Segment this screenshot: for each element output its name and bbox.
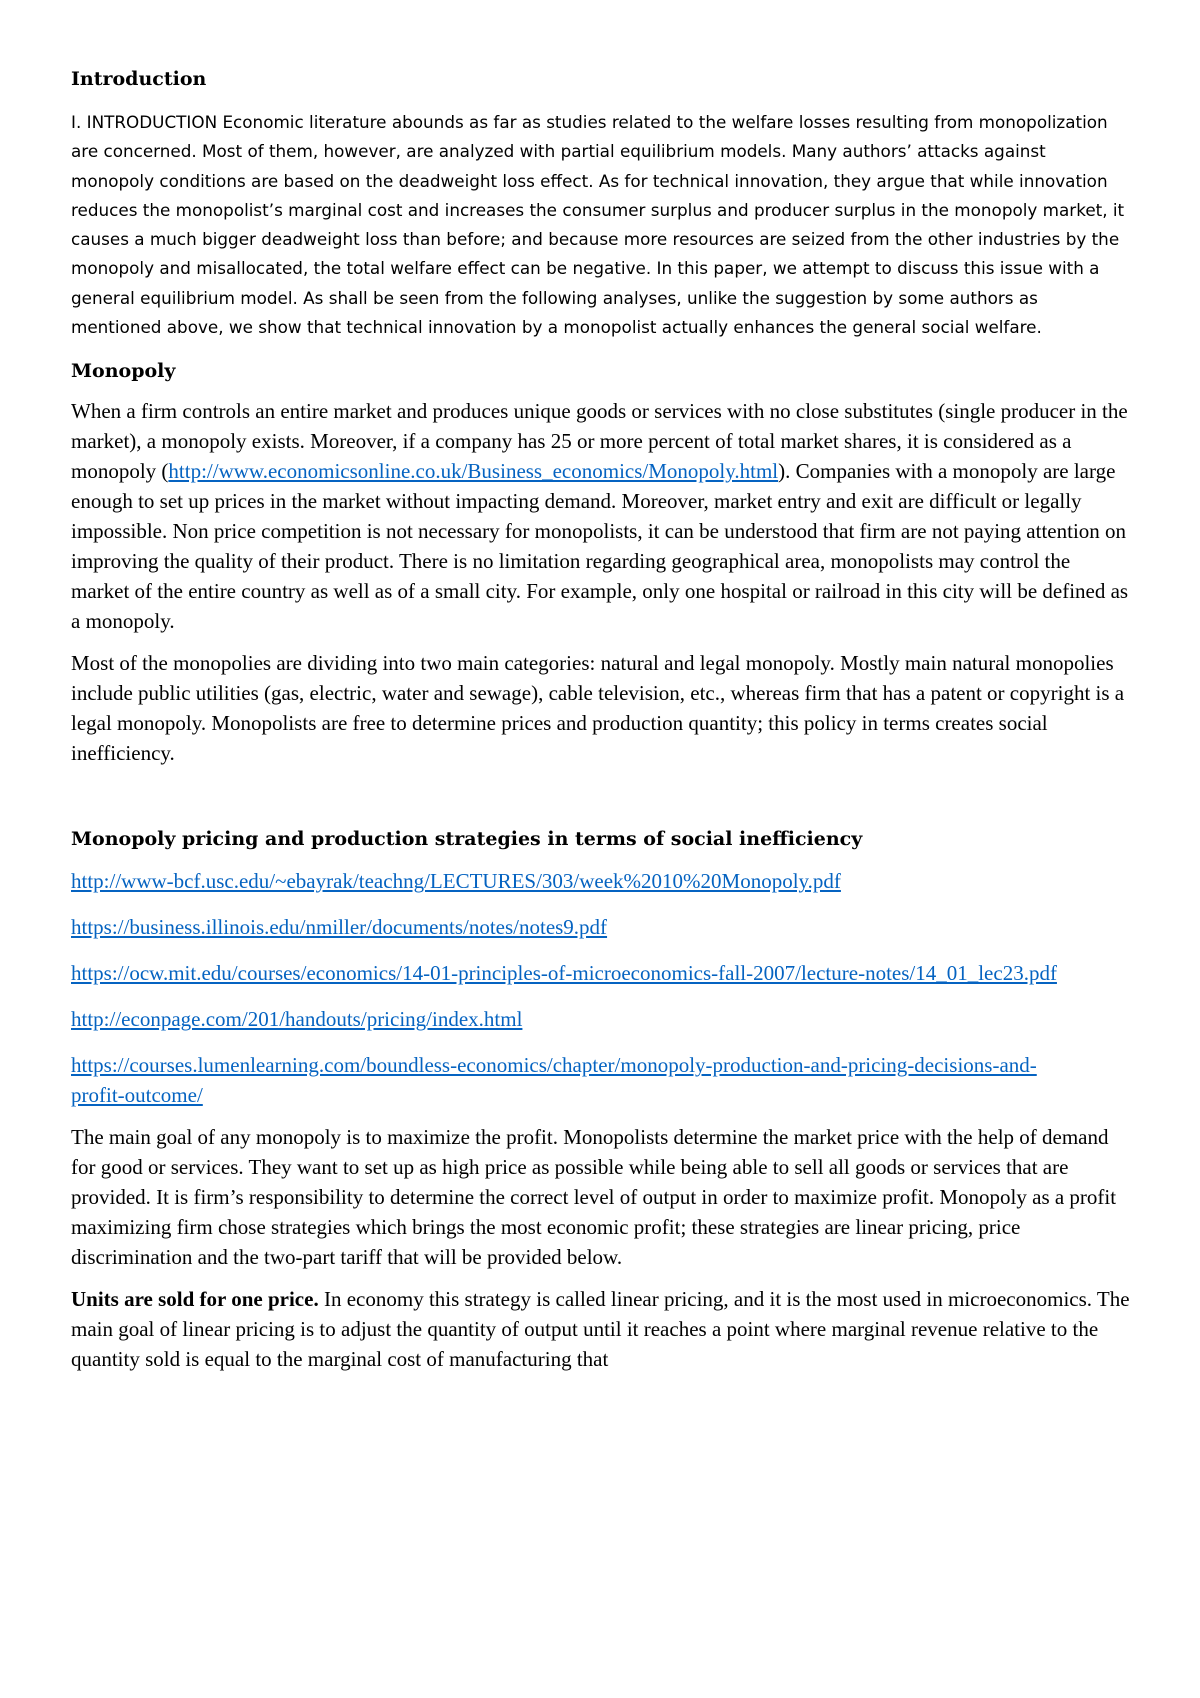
pricing-heading: Monopoly pricing and production strategies in terms of social inefficiency [71, 828, 863, 851]
monopoly-paragraph-1-text-b: ). Companies with a monopoly are large enough to set up prices in the market without impacting demand. Moreover, market entry and exit are difficult or legally impossible. Non price competition is not necessary for monopolists, it can be understood that firm are not paying attention on improving the quality of their product. There is no limitation regarding geographical area, monopolists may control the market of the entire country as well as of a small city. For example, only one hospital or railroad in this city will be defined as a monopoly. [71, 459, 1129, 634]
linear-pricing-text: In economy this strategy is called linear pricing, and it is the most used in microeconomics. The main goal of linear pricing is to adjust the quantity of output until it reaches a point where marginal revenue relative to the quantity sold is equal to the marginal cost of manufacturing that [71, 1287, 1130, 1372]
monopoly-paragraph-1 [71, 396, 1131, 636]
reference-link-illinois[interactable]: https://business.illinois.edu/nmiller/documents/notes/notes9.pdf [71, 915, 608, 940]
monopoly-paragraph-1-text-a: When a firm controls an entire market and produces unique goods or services with no close substitutes (single producer in the market), a monopoly exists. Moreover, if a company has 25 or more percent of total market shares, it is considered as a monopoly ( [71, 399, 1128, 484]
monopoly-paragraph-2: Most of the monopolies are dividing into two main categories: natural and legal monopoly. Mostly main natural monopolies include public utilities (gas, electric, water and sewage), cable television, etc., whereas firm that has a patent or copyright is a legal monopoly. Monopolists are free to determine prices and production quantity; this policy in terms creates social inefficiency. [71, 651, 1125, 766]
introduction-paragraph: I. INTRODUCTION Economic literature abounds as far as studies related to the welfare losses resulting from monopolization are concerned. Most of them, however, are analyzed with partial equilibrium models. Many authors’ attacks against monopoly conditions are based on the deadweight loss effect. As for technical innovation, they argue that while innovation reduces the monopolist’s marginal cost and increases the consumer surplus and producer surplus in the monopoly market, it causes a much bigger deadweight loss than before; and because more resources are seized from the other industries by the monopoly and misallocated, the total welfare effect can be negative. In this paper, we attempt to discuss this issue with a general equilibrium model. As shall be seen from the following analyses, unlike the suggestion by some authors as mentioned above, we show that technical innovation by a monopolist actually enhances the general social welfare. [71, 112, 1125, 338]
reference-link-mit[interactable]: https://ocw.mit.edu/courses/economics/14-01-principles-of-microeconomics-fall-2007/lecture-notes/14_01_lec23.pdf [71, 961, 1057, 986]
economicsonline-link[interactable]: http://www.economicsonline.co.uk/Business_economics/Monopoly.html [168, 459, 779, 484]
reference-link-lumenlearning[interactable]: https://courses.lumenlearning.com/boundless-economics/chapter/monopoly-production-and-pricing-decisions-and-profit-outcome/ [71, 1053, 1037, 1108]
introduction-heading: Introduction [71, 68, 207, 90]
linear-pricing-lead: Units are sold for one price. [71, 1287, 319, 1312]
reference-link-usc[interactable]: http://www-bcf.usc.edu/~ebayrak/teachng/LECTURES/303/week%2010%20Monopoly.pdf [71, 869, 841, 894]
monopoly-heading: Monopoly [71, 360, 176, 383]
document-page [71, 66, 1131, 1374]
reference-link-econpage[interactable]: http://econpage.com/201/handouts/pricing/index.html [71, 1007, 523, 1032]
pricing-paragraph-1: The main goal of any monopoly is to maximize the profit. Monopolists determine the market price with the help of demand for good or services. They want to set up as high price as possible while being able to sell all goods or services that are provided. It is firm’s responsibility to determine the correct level of output in order to maximize profit. Monopoly as a profit maximizing firm chose strategies which brings the most economic profit; these strategies are linear pricing, price discrimination and the two-part tariff that will be provided below. [71, 1125, 1117, 1270]
pricing-paragraph-2 [71, 1284, 1131, 1374]
